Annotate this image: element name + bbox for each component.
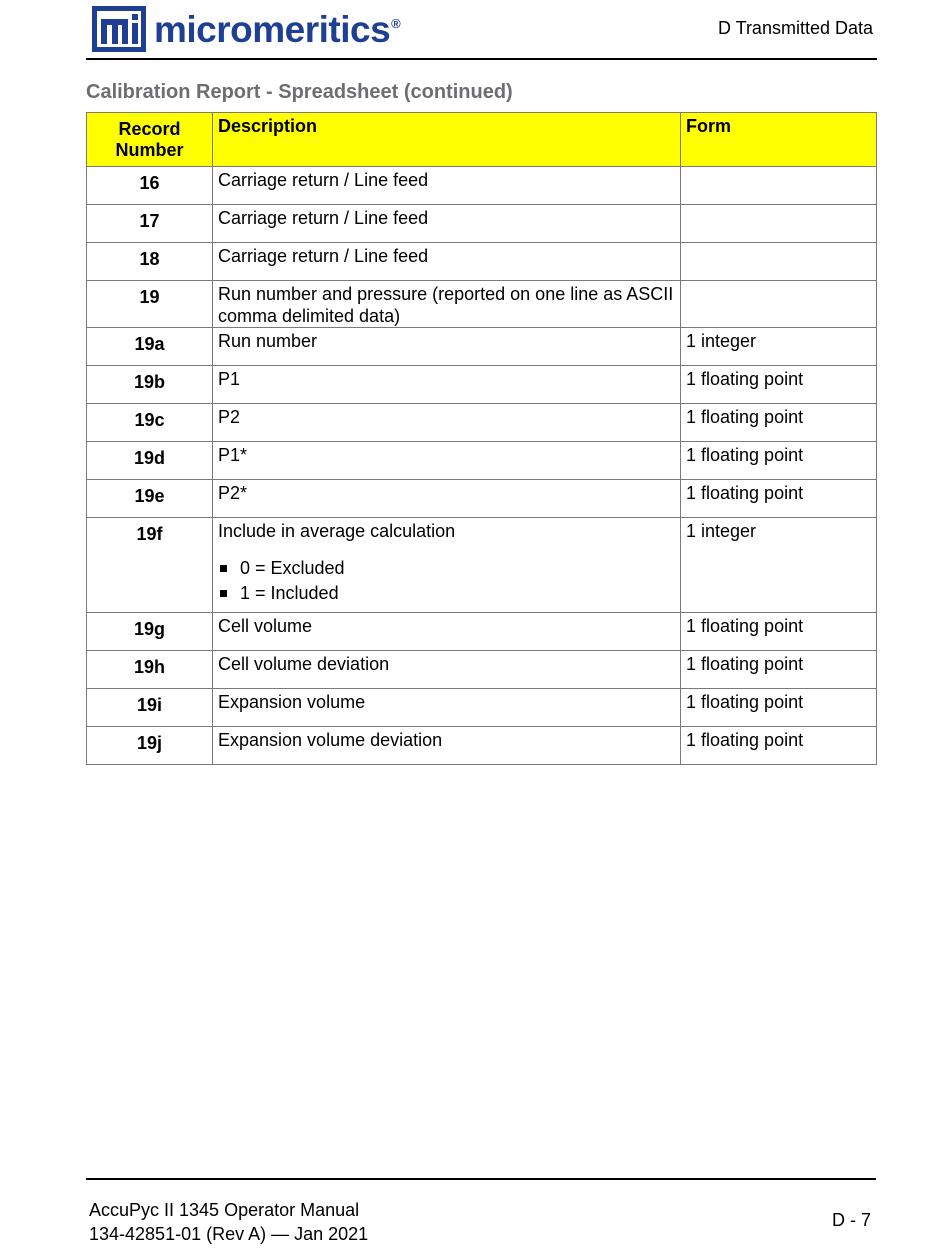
description-cell	[213, 518, 681, 613]
record-number-cell: 19	[87, 281, 213, 328]
description-cell	[213, 442, 681, 480]
form-cell	[681, 167, 877, 205]
table-row	[87, 205, 877, 243]
description-text: Run number	[218, 331, 318, 351]
record-number-cell: 17	[87, 205, 213, 243]
form-cell: 1 integer	[681, 518, 877, 613]
mi-logo-icon	[92, 6, 146, 52]
description-cell	[213, 689, 681, 727]
table-row	[87, 243, 877, 281]
description-text: Carriage return / Line feed	[218, 170, 429, 190]
footer-document-info	[89, 1198, 368, 1246]
form-cell	[681, 243, 877, 281]
table-row	[87, 518, 877, 613]
square-bullet-icon	[220, 590, 227, 597]
section-title: D Transmitted Data	[717, 18, 873, 38]
description-text: P2*	[218, 483, 248, 503]
table-row	[87, 167, 877, 205]
record-number-cell: 19h	[87, 651, 213, 689]
record-number-cell: 19a	[87, 328, 213, 366]
table-row	[87, 442, 877, 480]
description-text: P1	[218, 369, 241, 389]
table-row	[87, 613, 877, 651]
form-cell: 1 floating point	[681, 613, 877, 651]
description-text: P1*	[218, 445, 248, 465]
form-cell: 1 floating point	[681, 480, 877, 518]
record-number-cell: 19i	[87, 689, 213, 727]
table-row	[87, 404, 877, 442]
footer-divider	[86, 1178, 876, 1180]
form-cell: 1 floating point	[681, 651, 877, 689]
description-cell	[213, 243, 681, 281]
header-divider	[86, 58, 877, 60]
record-number-cell: 18	[87, 243, 213, 281]
description-cell	[213, 328, 681, 366]
page-number: D - 7	[831, 1210, 871, 1230]
table-row	[87, 689, 877, 727]
table-row	[87, 281, 877, 328]
record-number-cell: 19f	[87, 518, 213, 613]
record-number-cell: 19e	[87, 480, 213, 518]
record-number-cell: 19b	[87, 366, 213, 404]
record-number-cell: 19g	[87, 613, 213, 651]
record-number-cell: 19c	[87, 404, 213, 442]
description-text: Expansion volume	[218, 692, 366, 712]
table-row	[87, 480, 877, 518]
record-number-cell: 19j	[87, 727, 213, 765]
table-row	[87, 366, 877, 404]
description-text: Run number and pressure (reported on one line as ASCII comma delimited data)	[218, 284, 674, 326]
form-cell: 1 floating point	[681, 404, 877, 442]
page-heading: Calibration Report - Spreadsheet (continued)	[86, 81, 513, 103]
description-text: Cell volume	[218, 616, 313, 636]
table-row	[87, 651, 877, 689]
column-header-form: Form	[681, 113, 877, 167]
column-header-record-number: Record Number	[87, 113, 213, 167]
description-text: Cell volume deviation	[218, 654, 390, 674]
description-cell	[213, 404, 681, 442]
description-text: Carriage return / Line feed	[218, 246, 429, 266]
description-cell	[213, 366, 681, 404]
micromeritics-logo	[92, 6, 400, 52]
record-number-cell: 16	[87, 167, 213, 205]
bullet-list	[218, 556, 675, 606]
description-cell	[213, 480, 681, 518]
description-cell	[213, 651, 681, 689]
description-text: Carriage return / Line feed	[218, 208, 429, 228]
form-cell: 1 floating point	[681, 366, 877, 404]
square-bullet-icon	[220, 565, 227, 572]
manual-title: AccuPyc II 1345 Operator Manual	[89, 1200, 360, 1220]
calibration-report-table	[86, 112, 877, 765]
description-cell	[213, 205, 681, 243]
bullet-text: 1 = Included	[240, 583, 339, 603]
form-cell: 1 floating point	[681, 442, 877, 480]
bullet-item	[218, 581, 675, 606]
column-header-description: Description	[213, 113, 681, 167]
form-cell: 1 integer	[681, 328, 877, 366]
table-body	[87, 167, 877, 765]
page-header	[0, 0, 950, 62]
document-number: 134-42851-01 (Rev A) — Jan 2021	[89, 1224, 369, 1244]
description-text: Include in average calculation	[218, 521, 456, 541]
description-cell	[213, 613, 681, 651]
description-cell	[213, 727, 681, 765]
description-text: P2	[218, 407, 241, 427]
bullet-text: 0 = Excluded	[240, 558, 345, 578]
table-row	[87, 328, 877, 366]
form-cell	[681, 281, 877, 328]
form-cell: 1 floating point	[681, 689, 877, 727]
description-text: Expansion volume deviation	[218, 730, 443, 750]
table-row	[87, 727, 877, 765]
table-header-row	[87, 113, 877, 167]
form-cell	[681, 205, 877, 243]
description-cell	[213, 167, 681, 205]
bullet-item	[218, 556, 675, 581]
record-number-cell: 19d	[87, 442, 213, 480]
form-cell: 1 floating point	[681, 727, 877, 765]
logo-wordmark: micromeritics®	[154, 9, 401, 50]
description-cell	[213, 281, 681, 328]
